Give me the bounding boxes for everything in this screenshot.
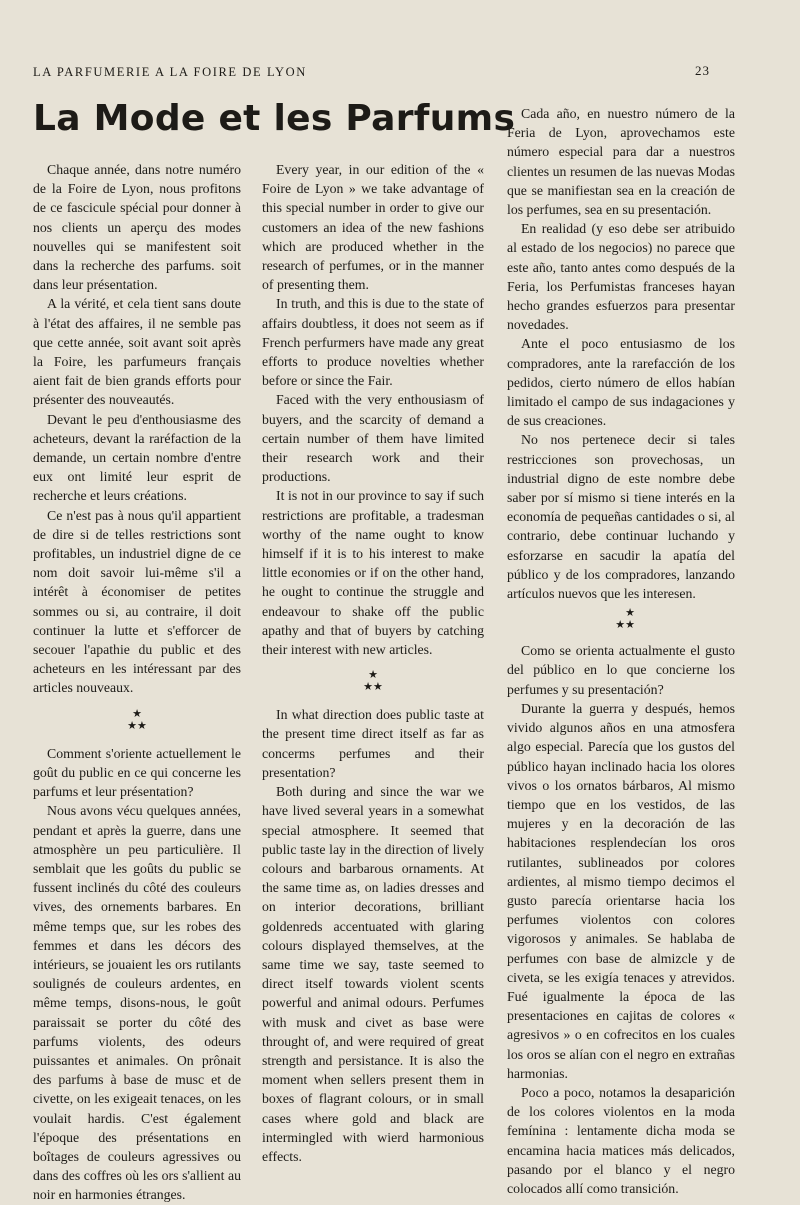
paragraph: Ce n'est pas à nous qu'il appartient de dire si de telles restrictions sont profitables, un industriel digne de ce nom doit savoir lui-même s'il a intérêt à économiser de petites sommes ou si, au contraire, il doit continuer la lutte et s'efforcer de secouer l'apathie du public et des acheteurs en les intéressant par des articles nouveaux. [33,507,241,696]
paragraph: En realidad (y eso debe ser atribuido al estado de los negocios) no parece que este año, tanto antes como después de la Feria, los Perfumistas franceses hayan hecho grandes esfuerzos para presentar novedades. [507,221,735,333]
french-column [33,160,241,1205]
paragraph: Both during and since the war we have lived several years in a somewhat special atmosphere. It seemed that public taste lay in the direction of lively colours and barbarous ornaments. At the same time as, on ladies dresses and on interior decorations, brilliant goldenreds accentuated with glaring colours displayed themselves, at the same time we say, taste seemed to direct itself towards violent scents powerful and animal odours. Perfumes with musk and civet as base were throught of, and were required of great strength and persistance. It is also the moment when sellers present them in boxes of flagrant colours, or in small cases where gold and black are intermingled with wierd harmonious effects. [262,784,484,1164]
paragraph: Faced with the very enthousiasm of buyers, and the scarcity of demand a certain number of them have limited their research work and their productions. [262,392,484,485]
paragraph: Comment s'oriente actuellement le goût du public en ce qui concerne les parfums et leur présentation? [33,745,241,800]
paragraph: Como se orienta actualmente el gusto del público en lo que concierne los perfumes y su presentación? [507,643,735,697]
section-separator [33,708,241,732]
separator-stars: ★★ [363,681,383,694]
paragraph: A la vérité, et cela tient sans doute à l'état des affaires, il ne semble pas que cette année, soit avant soit après la Foire, les parfumeurs français aient fait de bien grands efforts pour présenter des nouveautés. [33,296,241,408]
running-head: LA PARFUMERIE A LA FOIRE DE LYON [33,65,307,79]
paragraph: Durante la guerra y después, hemos vivido algunos años en una atmosfera algo especial. Parecía que los gustos del público hayan inclinado hacia los olores vivos o los ornatos bárbaros, Al mismo tiempo que en los vestidos, de las mujeres y en la decoración de las habitaciones resplendecían los oros rutilantes, sublineados por colores ardientes, al mismo tiempo decimos el gusto parecía orientarse hacia los perfumes violentos con colores vigorosos y animales. Se hablaba de perfumes con base de almizcle y de civeta, se les exigía tenaces y atrevidos. Fué igualmente la época de las presentaciones en cajitas de colores « agresivos » o en cofrecitos en los cuales los oros se alían con el negro en extrañas harmonias. [507,700,735,1081]
paragraph: Ante el poco entusiasmo de los compradores, ante la rarefacción de los pedidos, cierto número de ellos habían limitado el campo de sus indagaciones y de sus creaciones. [507,336,735,429]
section-separator [262,669,484,693]
paragraph: Every year, in our edition of the « Foire de Lyon » we take advantage of this special number in order to give our customers an idea of the new fashions which are produced whether in the research of perfumes, or in the manner of presenting them. [262,162,484,293]
article-title: La Mode et les Parfums [33,98,516,139]
paragraph: In what direction does public taste at the present time direct itself as far as concerms perfumes and their presentation? [262,707,484,780]
separator-star: ★ [132,707,142,720]
paragraph: Chaque année, dans notre numéro de la Foire de Lyon, nous profitons de ce fascicule spécial pour donner à nos clients un aperçu des modes nouvelles qui se manifestent soit dans la recherche des parfums. soit dans leur présentation. [33,162,241,293]
paragraph: Cada año, en nuestro número de la Feria de Lyon, aprovechamos este número especial para dar a nuestros clientes un resumen de las nuevas Modas que se manifiestan sea en la creación de los perfumes, sea en su presentación. [507,106,735,218]
spanish-column [507,104,735,1198]
page-number: 23 [695,63,710,78]
paragraph: No nos pertenece decir si tales restricciones son provechosas, un industrial digno de este nombre debe saber por sí mismo si tiene interés en la economía de pequeñas cantidades o si, al contrario, debe continuar luchando y esforzarse en sacudir la apatía del público y de los compradores, lanzando artículos nuevos que les interesen. [507,432,735,602]
english-column [262,160,484,1166]
paragraph: In truth, and this is due to the state of affairs doubtless, it does not seem as if French perfurmers have made any great efforts to produce novelties whether before or since the Fair. [262,296,484,389]
separator-stars: ★★ [615,619,635,632]
paragraph: Devant le peu d'enthousiasme des acheteurs, devant la raréfaction de la demande, un certain nombre d'entre eux ont limité leur esprit de recherche et leurs créations. [33,411,241,504]
separator-star: ★ [625,607,635,620]
section-separator [507,607,735,631]
separator-star: ★ [368,669,378,682]
separator-stars: ★★ [127,719,147,732]
paragraph: Poco a poco, notamos la desaparición de los colores violentos en la moda femínina : lentamente dicha moda se encamina hacia matices más delicados, pasando por el blanco y el negro colocados allí como transición. [507,1084,735,1196]
paragraph: It is not in our province to say if such restrictions are profitable, a tradesman worthy of the name ought to know himself if it is to his interest to make little economies or if on the other hand, he ought to continue the struggle and endeavour to shake off the public apathy and that of buyers by catching their interest with new articles. [262,488,484,658]
paragraph: Nous avons vécu quelques années, pendant et après la guerre, dans une atmosphère un peu particulière. Il semblait que les goûts du public se fussent inclinés du côté des couleurs vives, des ornements barbares. En même temps que, sur les robes des femmes et dans les décors des intérieurs, se jouaient les ors rutilants soulignés de couleurs ardentes, en même temps, disons-nous, le goût paraissait se porter du côté des parfums violents, des odeurs puissantes et animales. On prônait des parfums à base de musc et de civette, on les exigeait tenaces, on les voulait hardis. C'est également l'époque des présentations en boîtages de couleurs agressives ou dans des coffres où les ors s'allient au noir en harmonies étranges. [33,803,241,1203]
